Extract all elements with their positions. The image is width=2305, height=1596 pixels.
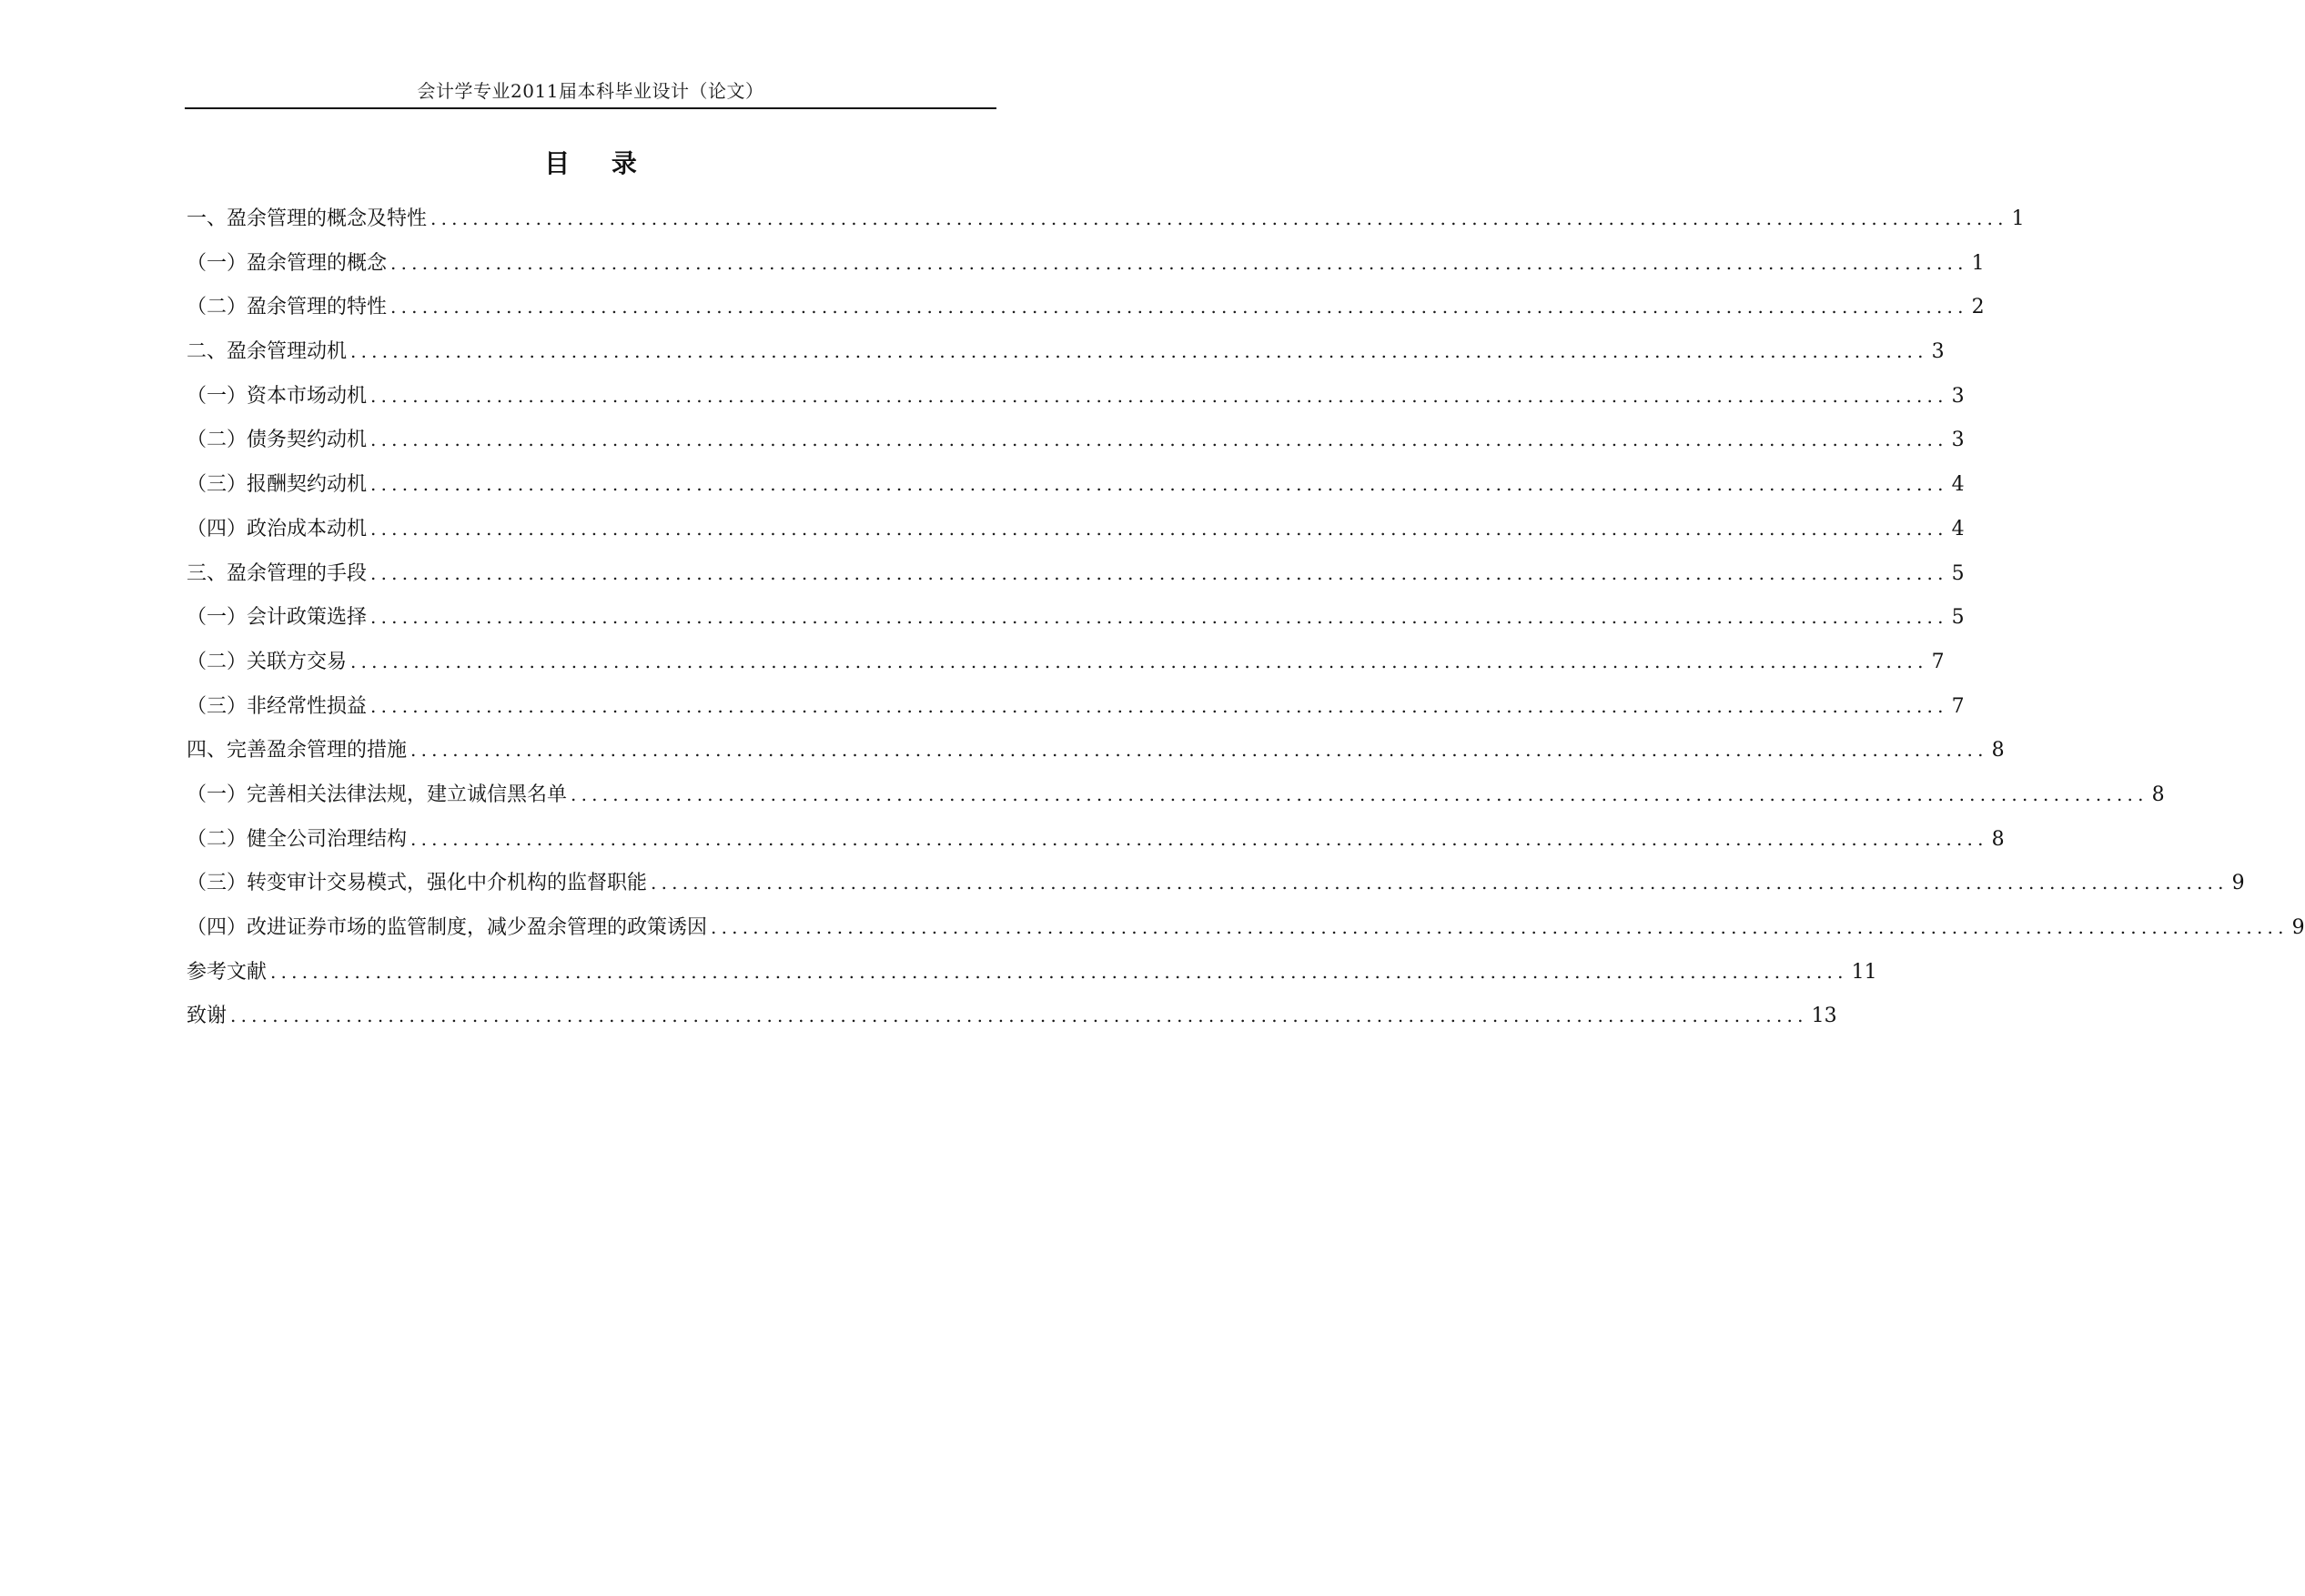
header-divider xyxy=(185,107,996,109)
toc-dot-leader: ...................................................................................................................................................... xyxy=(370,517,1948,540)
toc-entry[interactable] xyxy=(187,329,1945,374)
toc-entry[interactable] xyxy=(187,640,1945,684)
toc-entry[interactable] xyxy=(187,994,1837,1038)
toc-page-number: 8 xyxy=(1991,827,2005,851)
toc-entry[interactable] xyxy=(187,507,1965,551)
toc-page-number: 3 xyxy=(1931,340,1945,364)
toc-entry-label: （四）政治成本动机 xyxy=(187,517,368,540)
toc-dot-leader: ...................................................................................................................................................... xyxy=(571,783,2148,805)
toc-dot-leader: ...................................................................................................................................................... xyxy=(370,429,1948,451)
toc-entry-label: 三、盈余管理的手段 xyxy=(187,561,368,585)
toc-page-number: 9 xyxy=(2231,872,2245,895)
toc-dot-leader: ...................................................................................................................................................... xyxy=(410,827,1988,850)
toc-dot-leader: ...................................................................................................................................................... xyxy=(230,1005,1808,1027)
toc-entry-label: （三）报酬契约动机 xyxy=(187,473,368,497)
toc-page-number: 7 xyxy=(1931,650,1945,673)
toc-dot-leader: ...................................................................................................................................................... xyxy=(270,960,1848,983)
toc-entry-label: 二、盈余管理动机 xyxy=(187,340,348,364)
toc-dot-leader: ...................................................................................................................................................... xyxy=(651,872,2229,894)
toc-dot-leader: ...................................................................................................................................................... xyxy=(410,739,1988,762)
toc-page-number: 2 xyxy=(1971,296,1985,319)
toc-page-number: 9 xyxy=(2291,916,2305,939)
toc-entry-label: （二）债务契约动机 xyxy=(187,429,368,452)
toc-title: 目 录 xyxy=(544,148,653,178)
toc-page-number: 11 xyxy=(1851,960,1877,984)
toc-entry[interactable] xyxy=(187,197,2025,241)
toc-dot-leader: ...................................................................................................................................................... xyxy=(370,694,1948,717)
toc-dot-leader: ...................................................................................................................................................... xyxy=(711,916,2289,938)
toc-entry-label: （一）完善相关法律法规，建立诚信黑名单 xyxy=(187,783,568,806)
toc-entry-label: 一、盈余管理的概念及特性 xyxy=(187,207,428,230)
toc-page-number: 4 xyxy=(1951,517,1965,540)
toc-entry[interactable] xyxy=(187,817,2005,862)
toc-entry[interactable] xyxy=(187,950,1877,995)
toc-page-number: 7 xyxy=(1951,694,1965,718)
toc-page-number: 8 xyxy=(2151,783,2165,806)
toc-entry-label: 四、完善盈余管理的措施 xyxy=(187,739,408,763)
toc-page-number: 1 xyxy=(1971,251,1985,275)
toc-entry[interactable] xyxy=(187,905,2305,950)
running-header: 会计学专业2011届本科毕业设计（论文） xyxy=(417,80,764,102)
toc-dot-leader: ...................................................................................................................................................... xyxy=(430,207,2008,229)
toc-page-number: 4 xyxy=(1951,473,1965,497)
toc-page-number: 13 xyxy=(1811,1005,1837,1028)
toc-entry[interactable] xyxy=(187,418,1965,462)
toc-dot-leader: ...................................................................................................................................................... xyxy=(350,340,1928,363)
table-of-contents xyxy=(187,197,2305,1038)
toc-dot-leader: ...................................................................................................................................................... xyxy=(390,251,1968,274)
toc-entry-label: （二）盈余管理的特性 xyxy=(187,296,388,319)
toc-dot-leader: ...................................................................................................................................................... xyxy=(370,606,1948,629)
toc-entry-label: （四）改进证券市场的监管制度，减少盈余管理的政策诱因 xyxy=(187,916,708,939)
toc-entry-label: 参考文献 xyxy=(187,960,268,984)
toc-entry-label: （一）会计政策选择 xyxy=(187,606,368,630)
toc-page-number: 8 xyxy=(1991,739,2005,763)
toc-dot-leader: ...................................................................................................................................................... xyxy=(350,650,1928,672)
toc-page-number: 1 xyxy=(2011,207,2025,230)
toc-entry-label: （二）关联方交易 xyxy=(187,650,348,673)
toc-page-number: 3 xyxy=(1951,429,1965,452)
toc-dot-leader: ...................................................................................................................................................... xyxy=(390,296,1968,318)
toc-entry[interactable] xyxy=(187,773,2165,817)
toc-dot-leader: ...................................................................................................................................................... xyxy=(370,561,1948,584)
toc-entry[interactable] xyxy=(187,374,1965,419)
toc-entry-label: （三）转变审计交易模式，强化中介机构的监督职能 xyxy=(187,872,648,895)
toc-entry[interactable] xyxy=(187,241,1985,286)
toc-page-number: 5 xyxy=(1951,561,1965,585)
toc-entry[interactable] xyxy=(187,462,1965,507)
toc-dot-leader: ...................................................................................................................................................... xyxy=(370,384,1948,407)
toc-entry-label: （三）非经常性损益 xyxy=(187,694,368,718)
toc-entry[interactable] xyxy=(187,684,1965,729)
toc-page-number: 3 xyxy=(1951,384,1965,408)
toc-entry[interactable] xyxy=(187,595,1965,640)
toc-entry-label: 致谢 xyxy=(187,1005,227,1028)
toc-entry[interactable] xyxy=(187,551,1965,596)
toc-entry[interactable] xyxy=(187,861,2245,905)
toc-entry-label: （二）健全公司治理结构 xyxy=(187,827,408,851)
toc-entry[interactable] xyxy=(187,728,2005,773)
toc-entry[interactable] xyxy=(187,285,1985,329)
toc-dot-leader: ...................................................................................................................................................... xyxy=(370,473,1948,496)
toc-entry-label: （一）资本市场动机 xyxy=(187,384,368,408)
toc-entry-label: （一）盈余管理的概念 xyxy=(187,251,388,275)
toc-page-number: 5 xyxy=(1951,606,1965,630)
